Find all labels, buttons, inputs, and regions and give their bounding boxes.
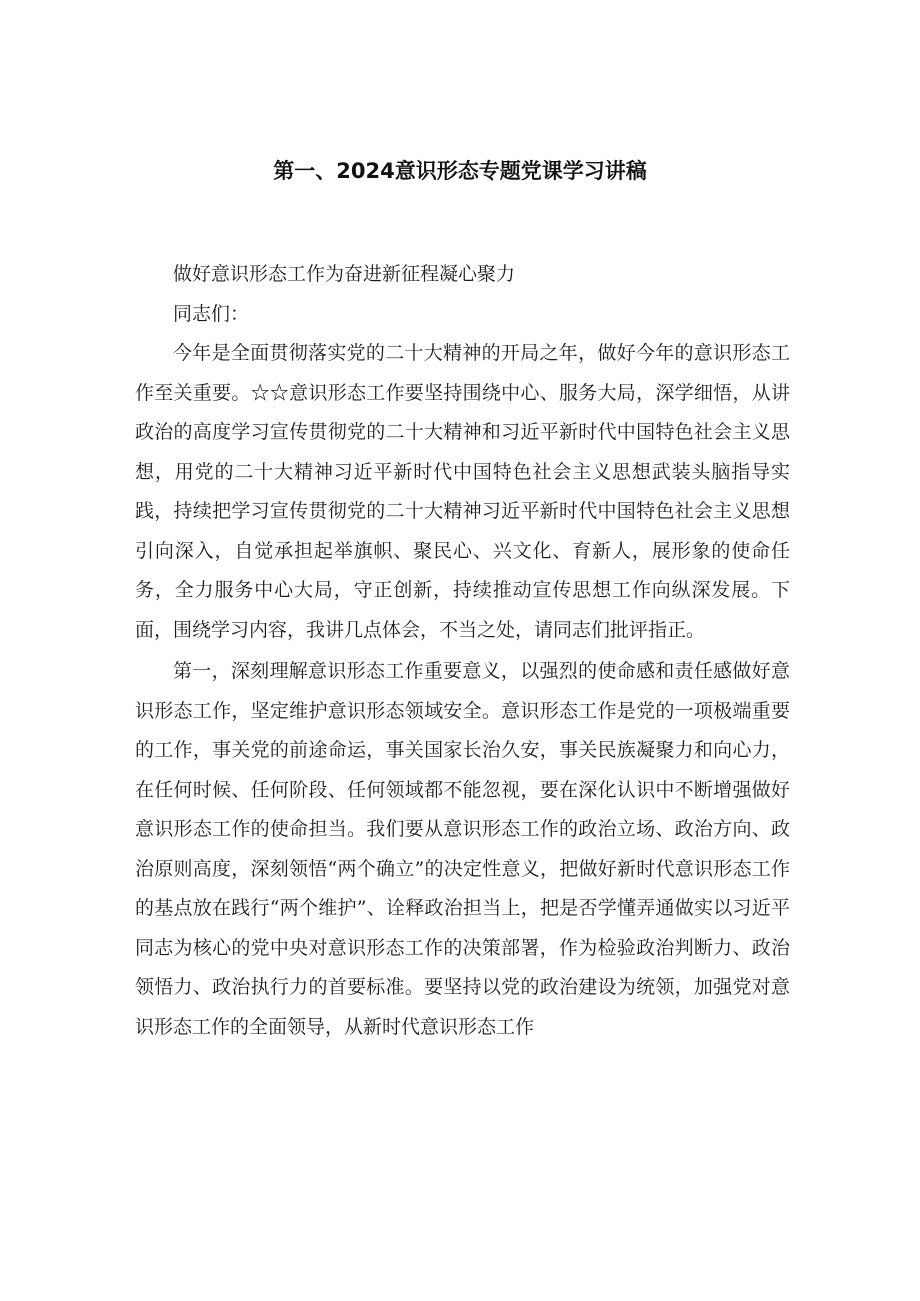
document-body bbox=[135, 255, 790, 1047]
speech-heading: 做好意识形态工作为奋进新征程凝心聚力 bbox=[173, 263, 516, 285]
body-paragraph: 今年是全面贯彻落实党的二十大精神的开局之年，做好今年的意识形态工作至关重要。☆☆意识形态工作要坚持围绕中心、服务大局，深学细悟，从讲政治的高度学习宣传贯彻党的二十大精神和习近平新时代中国特色社会主义思想，用党的二十大精神习近平新时代中国特色社会主义思想武装头脑指导实践，持续把学习宣传贯彻党的二十大精神习近平新时代中国特色社会主义思想引向深入，自觉承担起举旗帜、聚民心、兴文化、育新人，展形象的使命任务，全力服务中心大局，守正创新，持续推动宣传思想工作向纵深发展。下面，围绕学习内容，我讲几点体会，不当之处，请同志们批评指正。 bbox=[135, 342, 790, 641]
salutation: 同志们： bbox=[173, 302, 250, 325]
document-title: 第一、2024意识形态专题党课学习讲稿 bbox=[273, 159, 647, 183]
body-paragraph: 第一，深刻理解意识形态工作重要意义，以强烈的使命感和责任感做好意识形态工作，坚定维护意识形态领域安全。意识形态工作是党的一项极端重要的工作，事关党的前途命运，事关国家长治久安，事关民族凝聚力和向心力，在任何时候、任何阶段、任何领域都不能忽视，要在深化认识中不断增强做好意识形态工作的使命担当。我们要从意识形态工作的政治立场、政治方向、政治原则高度，深刻领悟“两个确立”的决定性意义，把做好新时代意识形态工作的基点放在践行“两个维护”、诠释政治担当上，把是否学懂弄通做实以习近平同志为核心的党中央对意识形态工作的决策部署，作为检验政治判断力、政治领悟力、政治执行力的首要标准。要坚持以党的政治建设为统领，加强党对意识形态工作的全面领导，从新时代意识形态工作 bbox=[135, 660, 790, 1038]
